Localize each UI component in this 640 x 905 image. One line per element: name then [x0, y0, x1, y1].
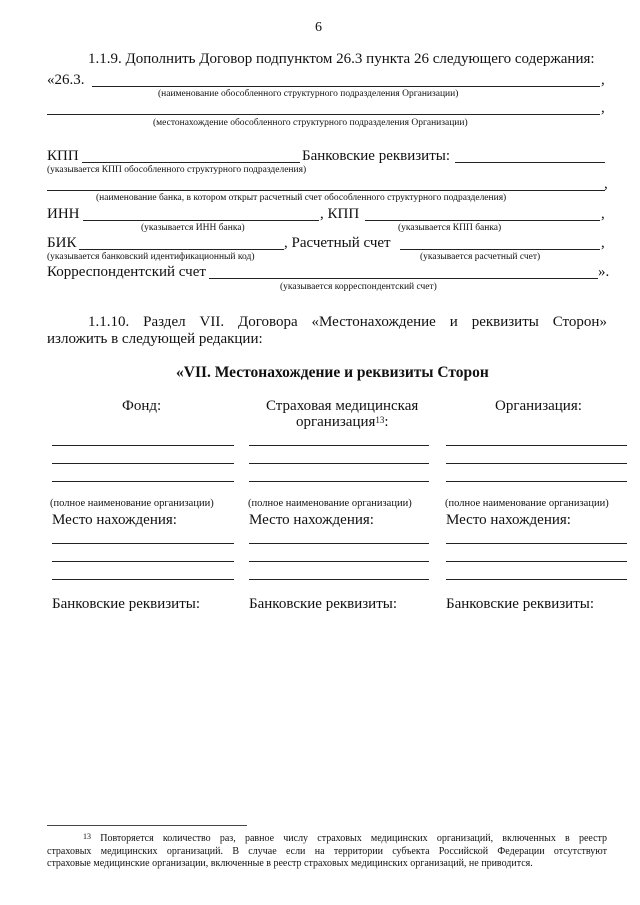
caption-bik: (указывается банковский идентификационный код) — [47, 252, 255, 262]
fund-location-line — [52, 561, 234, 562]
bank-details-line — [455, 162, 605, 163]
word: 1.1.10. — [88, 314, 130, 330]
word: Раздел — [143, 314, 186, 330]
word: и — [449, 314, 458, 330]
organization-location-label: Место нахождения: — [446, 512, 571, 528]
insurer-name-line — [249, 445, 429, 446]
fund-name-line — [52, 463, 234, 464]
section-1-1-10-line1 — [88, 314, 607, 331]
bank-details-label: Банковские реквизиты: — [302, 148, 451, 164]
corr-account-line — [209, 278, 598, 279]
fund-location-label: Место нахождения: — [52, 512, 177, 528]
insurer-colon: : — [384, 414, 389, 430]
footnote-13 — [47, 833, 607, 871]
organization-name-line — [446, 463, 627, 464]
insurer-location-line — [249, 561, 429, 562]
section-1-1-9-intro: 1.1.9. Дополнить Договор подпунктом 26.3 пункта 26 следующего содержания: — [88, 51, 595, 67]
caption-unit-kpp: (указывается КПП обособленного структурного подразделения) — [47, 165, 307, 175]
column-header-insurer-line1: Страховая медицинская — [266, 398, 419, 414]
bank-name-line — [47, 190, 605, 191]
column-header-fund: Фонд: — [122, 398, 162, 414]
insurer-name-line — [249, 463, 429, 464]
section-1-1-10-line2: изложить в следующей редакции: — [47, 331, 263, 347]
caption-organization-full-name: (полное наименование организации) — [445, 498, 609, 509]
bik-label: БИК — [47, 235, 77, 251]
organization-location-line — [446, 561, 627, 562]
fund-bank-details-label: Банковские реквизиты: — [52, 596, 201, 612]
footnote-line — [47, 833, 607, 846]
kpp-label-2: , КПП — [320, 206, 360, 222]
inn-line — [83, 220, 319, 221]
page-number: 6 — [315, 20, 322, 35]
fund-location-line — [52, 579, 234, 580]
caption-settlement-account: (указывается расчетный счет) — [420, 252, 541, 262]
footnote-separator — [47, 825, 247, 826]
settlement-account-line — [400, 249, 600, 250]
word: Сторон» — [552, 314, 607, 330]
insurer-label: организация — [296, 414, 376, 430]
caption-unit-name: (наименование обособленного структурного подразделения Организации) — [158, 89, 459, 99]
caption-insurer-full-name: (полное наименование организации) — [248, 498, 412, 509]
caption-fund-full-name: (полное наименование организации) — [50, 498, 214, 509]
word: Договора — [237, 314, 298, 330]
organization-bank-details-label: Банковские реквизиты: — [446, 596, 595, 612]
corr-account-label: Корреспондентский счет — [47, 264, 206, 280]
comma: , — [601, 72, 605, 88]
kpp-label: КПП — [47, 148, 79, 164]
caption-bank-name: (наименование банка, в котором открыт расчетный счет обособленного структурного подразделения) — [96, 193, 507, 203]
footnote-line: страховые медицинские организации, включенные в реестр страховых медицинских организаций, не приводится. — [47, 858, 533, 869]
section-vii-heading: «VII. Местонахождение и реквизиты Сторон — [176, 364, 489, 381]
bik-line — [79, 249, 284, 250]
insurer-name-line — [249, 481, 429, 482]
caption-bank-inn: (указывается ИНН банка) — [141, 223, 245, 233]
unit-location-line — [47, 114, 600, 115]
caption-unit-location: (местонахождение обособленного структурного подразделения Организации) — [153, 118, 468, 128]
column-header-organization: Организация: — [495, 398, 582, 414]
comma: , — [601, 100, 605, 116]
word: «Местонахождение — [311, 314, 436, 330]
column-header-insurer-line2 — [296, 414, 389, 431]
inn-label: ИНН — [47, 206, 80, 222]
insurer-bank-details-label: Банковские реквизиты: — [249, 596, 398, 612]
footnote-ref-13: 13 — [375, 415, 385, 425]
caption-bank-kpp: (указывается КПП банка) — [398, 223, 502, 233]
footnote-line: страховых медицинских организаций. В случае если на территории субъекта Российской Федерации отсутствуют — [47, 845, 607, 857]
comma: , — [601, 206, 605, 222]
bank-kpp-line — [365, 220, 600, 221]
fund-name-line — [52, 481, 234, 482]
caption-corr-account: (указывается корреспондентский счет) — [280, 282, 437, 292]
comma: , — [604, 176, 608, 192]
organization-location-line — [446, 579, 627, 580]
organization-name-line — [446, 481, 627, 482]
fund-name-line — [52, 445, 234, 446]
footnote-marker: 13 — [83, 832, 91, 841]
clause-26-3-start: «26.3. — [47, 72, 85, 88]
comma: , — [601, 235, 605, 251]
kpp-line — [82, 162, 300, 163]
insurer-location-line — [249, 543, 429, 544]
word: VII. — [199, 314, 225, 330]
unit-name-line — [92, 86, 600, 87]
clause-end: ». — [598, 264, 610, 280]
insurer-location-line — [249, 579, 429, 580]
word: реквизиты — [471, 314, 539, 330]
insurer-location-label: Место нахождения: — [249, 512, 374, 528]
settlement-account-label: , Расчетный счет — [284, 235, 391, 251]
organization-location-line — [446, 543, 627, 544]
organization-name-line — [446, 445, 627, 446]
footnote-text: Повторяется количество раз, равное числу страховых медицинских организаций, включенных в реестр — [100, 833, 608, 844]
fund-location-line — [52, 543, 234, 544]
